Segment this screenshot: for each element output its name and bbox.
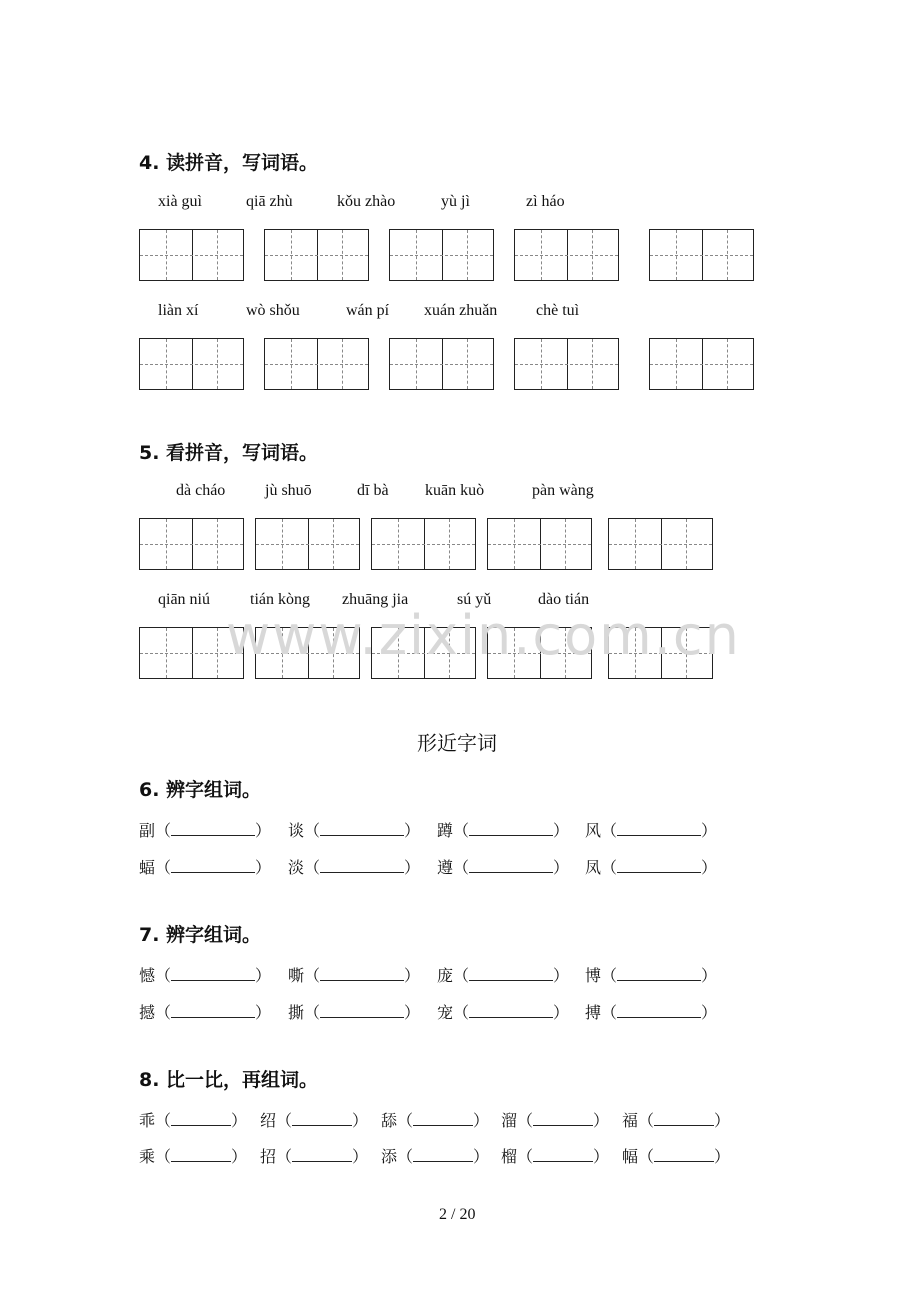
answer-blank[interactable] <box>617 858 701 873</box>
q8-title: 8. 比一比，再组词。 <box>139 1069 319 1091</box>
answer-blank[interactable] <box>171 858 255 873</box>
answer-blank[interactable] <box>413 1111 473 1126</box>
writing-grid[interactable] <box>389 338 494 390</box>
answer-blank[interactable] <box>469 858 553 873</box>
pinyin: chè tuì <box>536 302 580 319</box>
pinyin: dī bà <box>357 482 389 499</box>
word-item: 乖（ ） <box>139 1111 248 1130</box>
pinyin: dà cháo <box>176 482 226 499</box>
pinyin: wò shǒu <box>246 302 300 319</box>
word-item: 宠（ ） <box>437 1003 570 1022</box>
answer-blank[interactable] <box>533 1147 593 1162</box>
pinyin: xià guì <box>158 193 202 210</box>
word-item: 溜（ ） <box>501 1111 610 1130</box>
answer-blank[interactable] <box>617 821 701 836</box>
answer-blank[interactable] <box>320 821 404 836</box>
writing-grid[interactable] <box>514 229 619 281</box>
word-item: 搏（ ） <box>585 1003 718 1022</box>
word-item: 嘶（ ） <box>288 966 421 985</box>
word-item: 幅（ ） <box>622 1147 731 1166</box>
answer-blank[interactable] <box>654 1111 714 1126</box>
word-item: 谈（ ） <box>288 821 421 840</box>
pinyin: qiān niú <box>158 591 210 608</box>
answer-blank[interactable] <box>469 821 553 836</box>
pinyin: pàn wàng <box>532 482 594 499</box>
pinyin: liàn xí <box>158 302 199 319</box>
pinyin: zì háo <box>526 193 565 210</box>
page-number: 2 / 20 <box>439 1206 476 1223</box>
writing-grid[interactable] <box>139 229 244 281</box>
section-title: 形近字词 <box>417 731 497 755</box>
word-item: 撼（ ） <box>139 1003 272 1022</box>
answer-blank[interactable] <box>654 1147 714 1162</box>
q7-title: 7. 辨字组词。 <box>139 924 262 946</box>
answer-blank[interactable] <box>171 821 255 836</box>
writing-grid[interactable] <box>649 229 754 281</box>
word-item: 榴（ ） <box>501 1147 610 1166</box>
word-item: 蹲（ ） <box>437 821 570 840</box>
pinyin: yù jì <box>441 193 470 210</box>
word-item: 撕（ ） <box>288 1003 421 1022</box>
word-item: 舔（ ） <box>381 1111 490 1130</box>
writing-grid[interactable] <box>649 338 754 390</box>
answer-blank[interactable] <box>171 1147 231 1162</box>
pinyin: zhuāng jia <box>342 591 409 608</box>
writing-grid[interactable] <box>255 518 360 570</box>
answer-blank[interactable] <box>469 966 553 981</box>
writing-grid[interactable] <box>139 518 244 570</box>
answer-blank[interactable] <box>413 1147 473 1162</box>
pinyin: kuān kuò <box>425 482 485 499</box>
answer-blank[interactable] <box>171 1111 231 1126</box>
writing-grid[interactable] <box>487 518 592 570</box>
writing-grid[interactable] <box>264 338 369 390</box>
answer-blank[interactable] <box>320 1003 404 1018</box>
word-item: 副（ ） <box>139 821 272 840</box>
word-item: 风（ ） <box>585 821 718 840</box>
word-item: 凤（ ） <box>585 858 718 877</box>
word-item: 蝠（ ） <box>139 858 272 877</box>
pinyin: xuán zhuǎn <box>424 302 498 319</box>
q6-title: 6. 辨字组词。 <box>139 779 262 801</box>
answer-blank[interactable] <box>171 1003 255 1018</box>
pinyin: tián kòng <box>250 591 310 608</box>
q4-title: 4. 读拼音，写词语。 <box>139 152 319 174</box>
answer-blank[interactable] <box>292 1147 352 1162</box>
answer-blank[interactable] <box>171 966 255 981</box>
writing-grid[interactable] <box>264 229 369 281</box>
answer-blank[interactable] <box>292 1111 352 1126</box>
pinyin: wán pí <box>346 302 390 319</box>
answer-blank[interactable] <box>617 966 701 981</box>
word-item: 憾（ ） <box>139 966 272 985</box>
pinyin: dào tián <box>538 591 590 608</box>
answer-blank[interactable] <box>617 1003 701 1018</box>
writing-grid[interactable] <box>371 518 476 570</box>
answer-blank[interactable] <box>320 858 404 873</box>
pinyin: jù shuō <box>265 482 312 499</box>
writing-grid[interactable] <box>608 518 713 570</box>
word-item: 招（ ） <box>260 1147 369 1166</box>
word-item: 淡（ ） <box>288 858 421 877</box>
word-item: 遵（ ） <box>437 858 570 877</box>
writing-grid[interactable] <box>514 338 619 390</box>
pinyin: qiā zhù <box>246 193 293 210</box>
word-item: 绍（ ） <box>260 1111 369 1130</box>
answer-blank[interactable] <box>320 966 404 981</box>
writing-grid[interactable] <box>139 338 244 390</box>
answer-blank[interactable] <box>533 1111 593 1126</box>
watermark: www.zixin.com.cn <box>226 604 741 667</box>
word-item: 乘（ ） <box>139 1147 248 1166</box>
answer-blank[interactable] <box>469 1003 553 1018</box>
word-item: 庞（ ） <box>437 966 570 985</box>
pinyin: kǒu zhào <box>337 193 396 210</box>
word-item: 博（ ） <box>585 966 718 985</box>
writing-grid[interactable] <box>389 229 494 281</box>
word-item: 添（ ） <box>381 1147 490 1166</box>
word-item: 福（ ） <box>622 1111 731 1130</box>
pinyin: sú yǔ <box>457 591 492 608</box>
q5-title: 5. 看拼音，写词语。 <box>139 442 319 464</box>
